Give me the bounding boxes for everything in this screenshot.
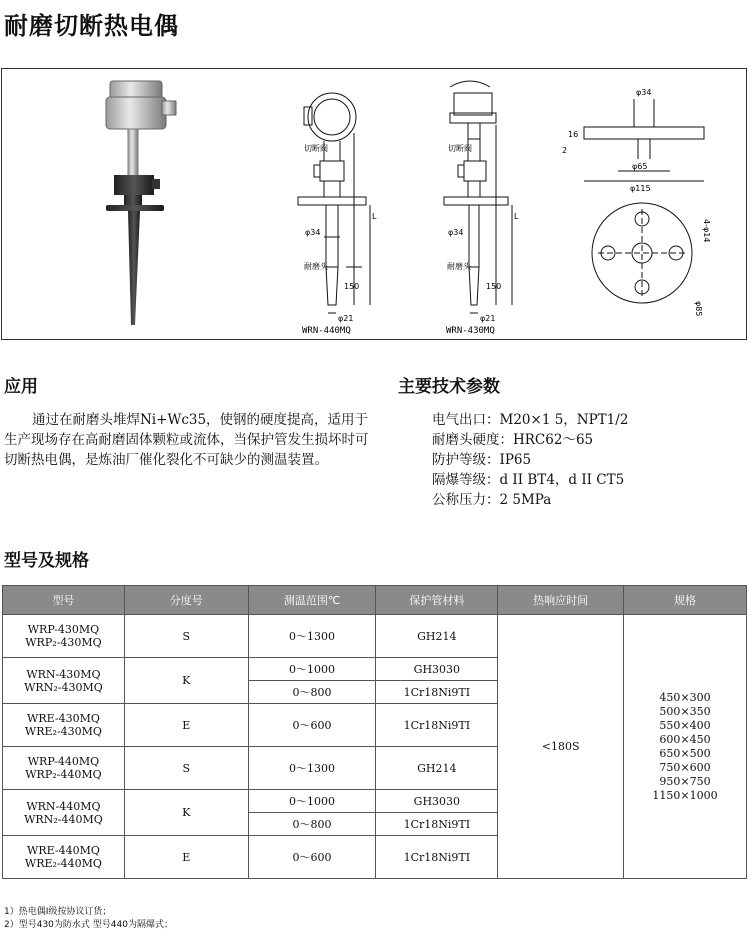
label-shutoff-valve-430: 切断阀 [448, 144, 472, 153]
size-item: 450×300 [659, 690, 711, 704]
dim-d34-430: φ34 [448, 228, 464, 237]
col-range: 测温范围℃ [248, 586, 376, 615]
dim-d21-430: φ21 [480, 314, 496, 323]
flange-d65: φ65 [632, 162, 648, 171]
size-list-cell [624, 615, 747, 879]
grad-cell: E [124, 704, 248, 747]
material-cell: 1Cr18Ni9TI [376, 704, 498, 747]
material-cell: GH3030 [376, 790, 498, 813]
flange-top-view [592, 203, 692, 303]
product-figure-panel [1, 68, 747, 340]
range-cell: 0～1300 [248, 615, 376, 658]
model-cell: WRE-430MQ WRE₂-430MQ [3, 704, 125, 747]
dim-150-440: 150 [344, 282, 360, 291]
param-electrical-outlet: 电气出口：M20×1 5，NPT1/2 [432, 412, 629, 428]
response-time-cell: <180S [498, 615, 624, 879]
grad-cell: S [124, 615, 248, 658]
param-protection: 防护等级：IP65 [432, 452, 532, 468]
col-graduation: 分度号 [124, 586, 248, 615]
params-list [432, 410, 742, 510]
size-item: 600×450 [659, 732, 711, 746]
dim-d34-440: φ34 [305, 228, 321, 237]
material-cell: 1Cr18Ni9TI [376, 681, 498, 704]
label-wear-head-430: 耐磨头 [447, 262, 471, 271]
range-cell: 0～800 [248, 681, 376, 704]
flange-holes: 4-φ14 [702, 219, 711, 243]
label-shutoff-valve-440: 切断阀 [304, 144, 328, 153]
grad-cell: K [124, 790, 248, 836]
dim-L-430: L [514, 212, 519, 221]
specs-heading: 型号及规格 [4, 551, 89, 571]
flange-d115: φ115 [630, 184, 651, 193]
col-response: 热响应时间 [498, 586, 624, 615]
application-heading: 应用 [4, 377, 38, 397]
label-wear-head-440: 耐磨头 [304, 262, 328, 271]
material-cell: 1Cr18Ni9TI [376, 836, 498, 879]
drawing-wrn-440mq [298, 93, 370, 313]
flange-d85: φ85 [694, 301, 703, 317]
product-photo [106, 81, 176, 325]
footnotes [4, 906, 173, 932]
range-cell: 0～600 [248, 704, 376, 747]
model-cell: WRN-430MQ WRN₂-430MQ [3, 658, 125, 704]
model-cell: WRN-440MQ WRN₂-440MQ [3, 790, 125, 836]
dim-150-430: 150 [486, 282, 502, 291]
param-pressure: 公称压力：2 5MPa [432, 492, 552, 508]
table-row [3, 615, 747, 658]
label-wrn-440mq: WRN-440MQ [302, 326, 351, 336]
grad-cell: K [124, 658, 248, 704]
material-cell: GH214 [376, 615, 498, 658]
grad-cell: S [124, 747, 248, 790]
col-model: 型号 [3, 586, 125, 615]
range-cell: 0～1000 [248, 790, 376, 813]
flange-16: 16 [568, 130, 579, 139]
range-cell: 0～800 [248, 813, 376, 836]
params-heading: 主要技术参数 [398, 377, 500, 397]
col-material: 保护管材料 [376, 586, 498, 615]
size-item: 500×350 [659, 704, 711, 718]
material-cell: GH3030 [376, 658, 498, 681]
range-cell: 0～600 [248, 836, 376, 879]
size-item: 650×500 [659, 746, 711, 760]
col-size: 规格 [624, 586, 747, 615]
range-cell: 0～1300 [248, 747, 376, 790]
param-hardness: 耐磨头硬度：HRC62～65 [432, 432, 594, 448]
footnote-1: 1）热电偶I级按协议订货； [4, 907, 112, 917]
application-text: 通过在耐磨头堆焊Ni+Wc35，使钢的硬度提高，适用于生产现场存在高耐磨固体颗粒或流体，当保护管发生损坏时可切断热电偶，是炼油厂催化裂化不可缺少的测温装置。 [4, 412, 369, 468]
spec-table [2, 585, 747, 879]
model-cell: WRP-430MQ WRP₂-430MQ [3, 615, 125, 658]
flange-2: 2 [562, 146, 568, 155]
range-cell: 0～1000 [248, 658, 376, 681]
page-title: 耐磨切断热电偶 [4, 12, 179, 40]
spec-header-row [3, 586, 747, 615]
grad-cell: E [124, 836, 248, 879]
label-wrn-430mq: WRN-430MQ [446, 326, 495, 336]
param-explosion-proof: 隔爆等级：d II BT4，d II CT5 [432, 472, 625, 488]
footnote-2: 2）型号430为防水式 型号440为隔爆式； [4, 920, 173, 930]
product-drawings [2, 69, 746, 339]
dim-d21-440: φ21 [338, 314, 354, 323]
dim-L-440: L [372, 212, 377, 221]
flange-d34: φ34 [636, 88, 652, 97]
size-item: 750×600 [659, 760, 711, 774]
material-cell: 1Cr18Ni9TI [376, 813, 498, 836]
material-cell: GH214 [376, 747, 498, 790]
size-item: 550×400 [659, 718, 711, 732]
size-item: 950×750 [659, 774, 711, 788]
drawing-wrn-430mq [444, 81, 512, 313]
size-item: 1150×1000 [652, 788, 718, 802]
model-cell: WRP-440MQ WRP₂-440MQ [3, 747, 125, 790]
model-cell: WRE-440MQ WRE₂-440MQ [3, 836, 125, 879]
